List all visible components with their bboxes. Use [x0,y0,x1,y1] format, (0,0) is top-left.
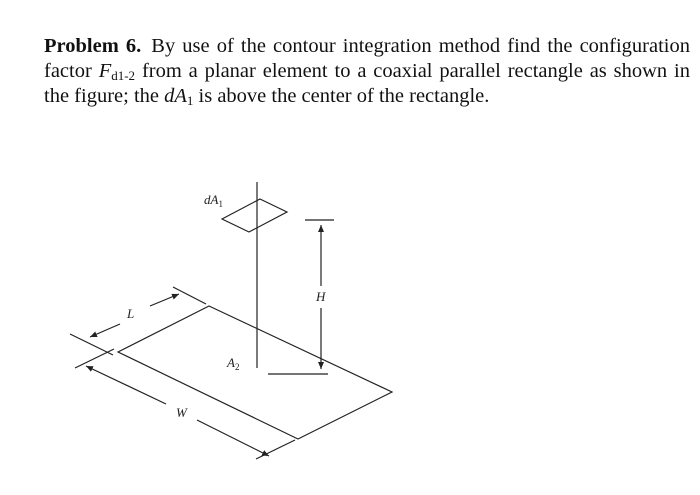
w-extension-far [256,440,295,459]
problem-number: Problem 6. [44,35,142,57]
w-dimension-upper [86,366,166,404]
problem-statement [44,34,690,109]
problem-text-2: from a planar element to a coaxial parallel rectangle as shown in the figure; the [44,60,691,107]
label-a2: $A_2$ [227,355,240,372]
factor-subscript: d1-2 [111,68,136,83]
element-da1 [222,199,287,232]
figure-drawing [40,168,412,486]
label-da1: $dA_1$ [204,192,223,209]
rectangle-a2 [118,306,392,439]
element-symbol: dA [164,85,187,107]
l-dimension-lower [90,324,120,337]
rectangle-figure [40,168,412,486]
problem-text-3: is above the center of the rectangle. [193,85,490,107]
label-w: W [176,405,187,420]
label-h: H [316,289,326,304]
l-extension-far [173,287,206,304]
w-extension-near [75,349,114,368]
w-dimension-lower [197,420,269,456]
problem-text-1: By use of the contour integration method find the configuration factor [44,35,691,82]
element-subscript: 1 [186,93,194,108]
l-extension-near [70,334,113,355]
label-l: L [127,306,135,321]
l-dimension-upper [150,294,179,306]
factor-symbol: F [98,60,112,82]
